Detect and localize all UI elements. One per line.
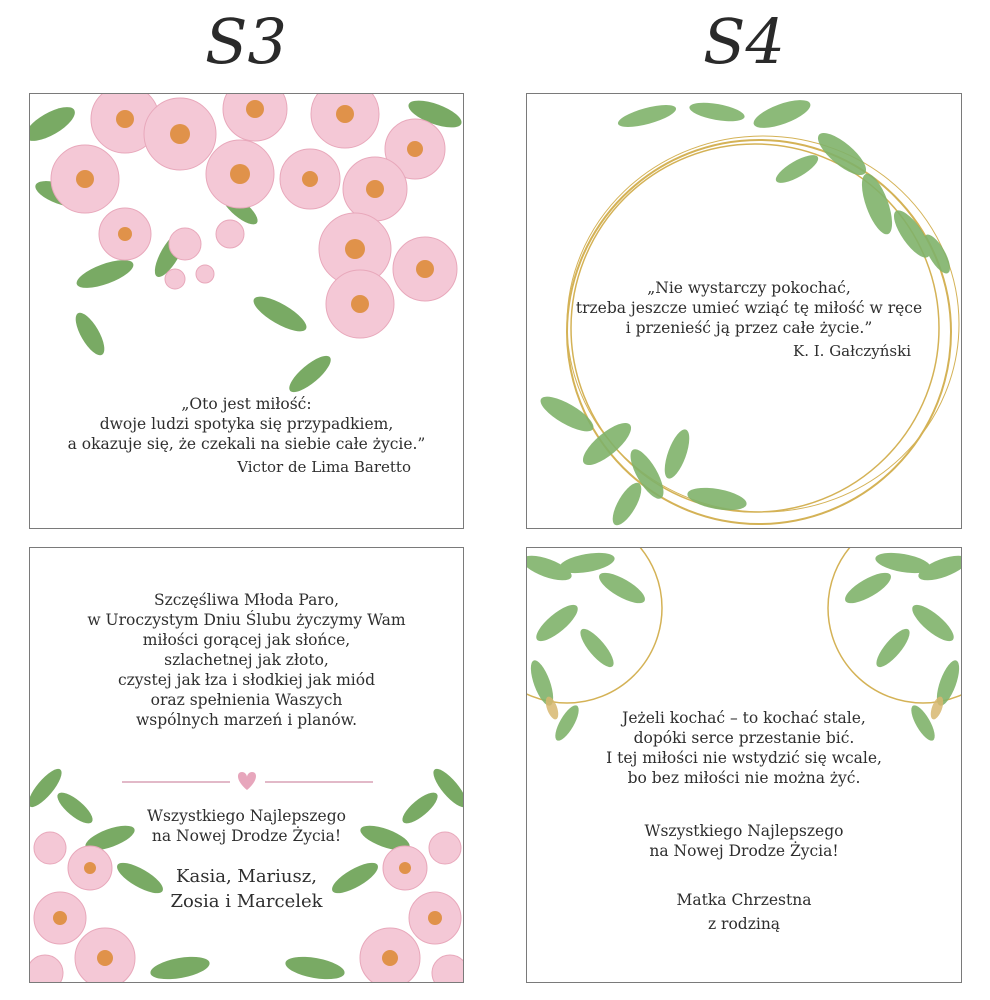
wish-line: oraz spełnienia Waszych [150,691,343,709]
card-s3-wishes [29,547,464,983]
poem-text [527,708,961,788]
quote-text [537,278,961,338]
quote-text [30,394,463,454]
quote-author: K. I. Gałczyński [792,342,911,360]
wish-line: szlachetnej jak złoto, [164,651,329,669]
signature-line: Kasia, Mariusz, [176,866,317,887]
poem-line: dopóki serce przestanie bić. [633,729,855,747]
signature-text [30,864,463,914]
greeting-line: na Nowej Drodze Życia! [649,842,839,860]
greeting-text [30,806,463,846]
greeting-line: Wszystkiego Najlepszego [644,822,844,840]
card-s3-quote [29,93,464,529]
wish-line: miłości gorącej jak słońce, [142,631,351,649]
signature-line: Zosia i Marcelek [170,891,323,912]
signature-line: Matka Chrzestna [676,891,812,909]
wish-line: w Uroczystym Dniu Ślubu życzymy Wam [87,611,406,629]
variant-label-s4: S4 [703,5,785,78]
quote-line: i przenieść ją przez całe życie.” [625,319,873,337]
signature-text [527,888,961,936]
quote-line: trzeba jeszcze umieć wziąć tę miłość w ręce [575,299,923,317]
greeting-line: Wszystkiego Najlepszego [147,807,346,825]
greeting-line: na Nowej Drodze Życia! [151,827,342,845]
wish-text [30,590,463,730]
cherry-blossom-garland-icon [30,94,464,424]
poem-line: I tej miłości nie wstydzić się wcale, [606,749,882,767]
poem-line: bo bez miłości nie można żyć. [627,769,861,787]
divider-heart-icon [122,772,373,790]
quote-line: dwoje ludzi spotyka się przypadkiem, [99,415,394,433]
card-s4-poem [526,547,962,983]
quote-line: „Nie wystarczy pokochać, [647,279,851,297]
variant-label-s3: S3 [205,5,287,78]
greeting-text [527,821,961,861]
quote-author: Victor de Lima Baretto [237,458,411,476]
quote-line: a okazuje się, że czekali na siebie całe życie.” [67,435,426,453]
card-s4-quote [526,93,962,529]
signature-line: z rodziną [707,915,781,933]
poem-line: Jeżeli kochać – to kochać stale, [622,709,866,727]
wish-line: Szczęśliwa Młoda Paro, [153,591,340,609]
quote-line: „Oto jest miłość: [181,395,312,413]
wish-line: czystej jak łza i słodkiej jak miód [117,671,376,689]
wish-line: wspólnych marzeń i planów. [135,711,358,729]
